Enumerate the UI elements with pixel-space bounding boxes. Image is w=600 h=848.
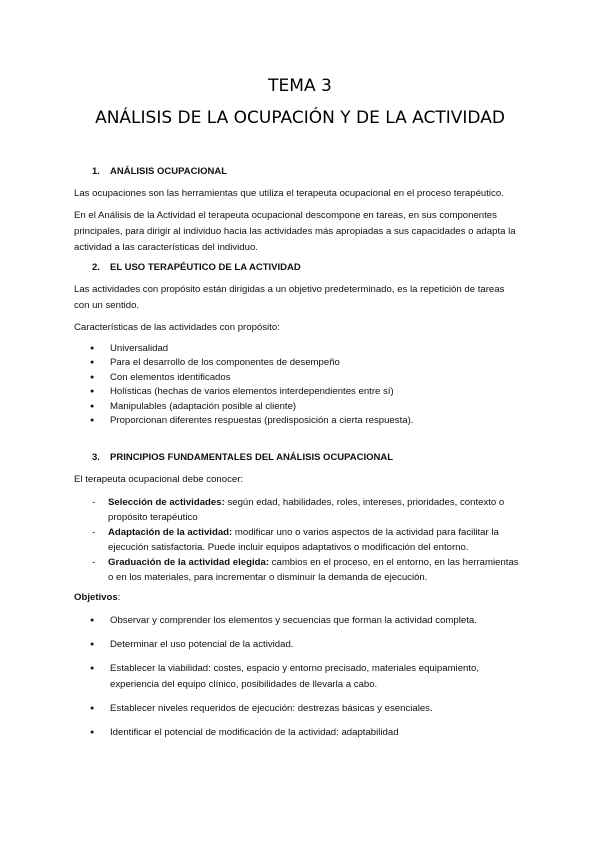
paragraph: Las ocupaciones son las herramientas que utiliza el terapeuta ocupacional en el proceso terapéutico. [74, 188, 504, 199]
knowledge-list [92, 495, 522, 585]
item-text: modificar uno o varios aspectos de la actividad para facilitar la ejecución satisfactoria. Puede incluir equipos adaptativos o modificación del entorno. [108, 527, 499, 553]
paragraph: El terapeuta ocupacional debe conocer: [74, 474, 244, 485]
section-heading-3 [92, 452, 393, 463]
section-heading-1 [92, 166, 227, 177]
list-item: ● Identificar el potencial de modificación de la actividad: adaptabilidad [90, 725, 530, 741]
list-item [92, 555, 522, 585]
section-heading-2 [92, 262, 301, 273]
list-item: ● Observar y comprender los elementos y secuencias que forman la actividad completa. [90, 613, 530, 629]
list-item: ● Holísticas (hechas de varios elementos interdependientes entre sí) [90, 385, 413, 399]
paragraph: Las actividades con propósito están dirigidas a un objetivo predeterminado, es la repetición de tareas con un sentido. [74, 284, 505, 311]
section-number: 3. [92, 452, 100, 463]
objectives-label-text: Objetivos [74, 592, 118, 603]
item-text: cambios en el proceso, en el entorno, en las herramientas o en los materiales, para incrementar o disminuir la demanda de ejecución. [108, 557, 519, 583]
list-item: ● Universalidad [90, 342, 413, 356]
section-title: EL USO TERAPÉUTICO DE LA ACTIVIDAD [110, 262, 301, 273]
section-number: 1. [92, 166, 100, 177]
paragraph: Características de las actividades con propósito: [74, 322, 280, 333]
section-title: PRINCIPIOS FUNDAMENTALES DEL ANÁLISIS OCUPACIONAL [110, 452, 394, 463]
list-item: ● Manipulables (adaptación posible al cliente) [90, 400, 413, 414]
list-item: ● Proporcionan diferentes respuestas (predisposición a cierta respuesta). [90, 414, 413, 428]
list-item: ● Para el desarrollo de los componentes de desempeño [90, 356, 413, 370]
section-title: ANÁLISIS OCUPACIONAL [110, 166, 227, 177]
item-text: según edad, habilidades, roles, intereses, prioridades, contexto o propósito terapéutico [108, 497, 505, 523]
item-term: Graduación de la actividad elegida: [108, 557, 270, 568]
page-subtitle: ANÁLISIS DE LA OCUPACIÓN Y DE LA ACTIVIDAD [95, 108, 505, 128]
objectives-label-colon: : [117, 592, 121, 603]
item-term: Adaptación de la actividad: [108, 527, 233, 538]
objectives-label [74, 590, 534, 606]
list-item [92, 525, 522, 555]
item-term: Selección de actividades: [108, 497, 225, 508]
list-item: ● Establecer niveles requeridos de ejecución: destrezas básicas y esenciales. [90, 701, 530, 717]
section-number: 2. [92, 262, 100, 273]
characteristics-list [90, 342, 413, 428]
list-item: ● Establecer la viabilidad: costes, espacio y entorno precisado, materiales equipamiento, experiencia del equipo clínico, posibilidades de llevarla a cabo. [90, 661, 530, 693]
objectives-list [90, 613, 530, 741]
paragraph: En el Análisis de la Actividad el terapeuta ocupacional descompone en tareas, en sus componentes principales, para dirigir al individuo hacia las actividades más apropiadas a sus capacidades o adapta la actividad a las características del individuo. [74, 210, 516, 253]
list-item [92, 495, 522, 525]
list-item: ● Determinar el uso potencial de la actividad. [90, 637, 530, 653]
page-title: TEMA 3 [268, 76, 332, 96]
list-item: ● Con elementos identificados [90, 371, 413, 385]
